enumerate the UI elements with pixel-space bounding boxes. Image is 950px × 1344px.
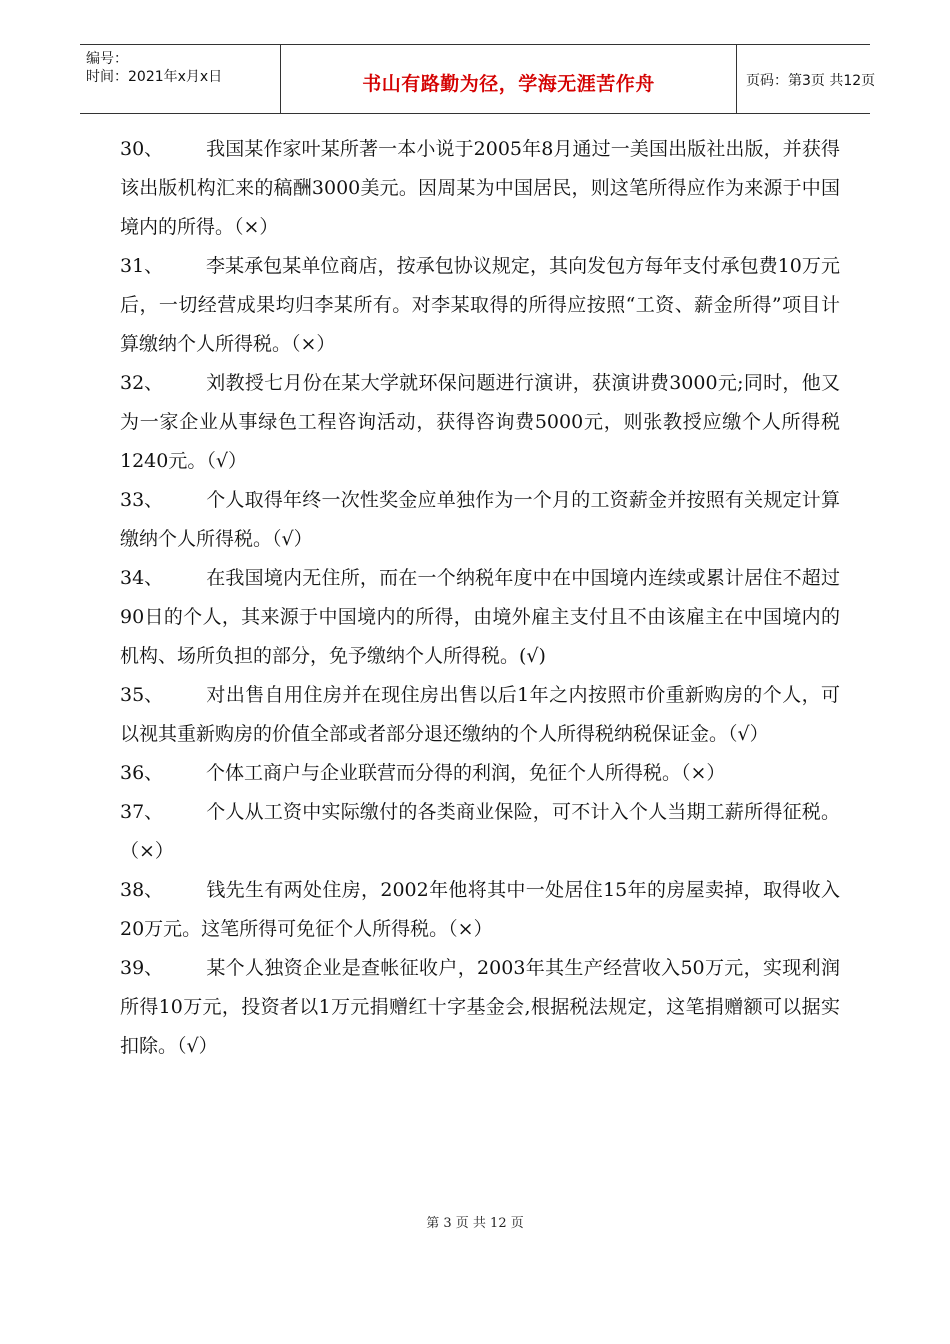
page-footer: 第 3 页 共 12 页 — [426, 1216, 524, 1231]
question-text: 个人从工资中实际缴付的各类商业保险，可不计入个人当期工薪所得征税。（×） — [120, 801, 840, 862]
question-number: 35、 — [120, 684, 164, 706]
question-number: 30、 — [120, 138, 164, 160]
header-page-info: 页码：第3页 共12页 — [746, 73, 876, 89]
header-page-cell — [736, 45, 876, 113]
question-item — [120, 949, 840, 1066]
question-item — [120, 871, 840, 949]
question-text: 对出售自用住房并在现住房出售以后1年之内按照市价重新购房的个人，可以视其重新购房的价值全部或者部分退还缴纳的个人所得税纳税保证金。（√） — [120, 684, 840, 745]
document-time-label: 时间：2021年x月x日 — [86, 69, 223, 85]
question-number: 32、 — [120, 372, 164, 394]
document-number-label: 编号： — [86, 51, 128, 67]
header-motto: 书山有路勤为径，学海无涯苦作舟 — [362, 73, 655, 95]
question-number: 36、 — [120, 762, 164, 784]
question-item — [120, 247, 840, 364]
question-item — [120, 364, 840, 481]
question-text: 个体工商户与企业联营而分得的利润，免征个人所得税。（×） — [206, 762, 726, 784]
question-list — [120, 130, 840, 1066]
question-number: 33、 — [120, 489, 164, 511]
question-number: 38、 — [120, 879, 164, 901]
question-text: 钱先生有两处住房，2002年他将其中一处居住15年的房屋卖掉，取得收入20万元。这笔所得可免征个人所得税。（×） — [120, 879, 840, 940]
question-number: 37、 — [120, 801, 164, 823]
question-number: 31、 — [120, 255, 164, 277]
question-number: 39、 — [120, 957, 164, 979]
page-header — [80, 44, 876, 114]
question-item — [120, 676, 840, 754]
question-text: 我国某作家叶某所著一本小说于2005年8月通过一美国出版社出版，并获得该出版机构汇来的稿酬3000美元。因周某为中国居民，则这笔所得应作为来源于中国境内的所得。（×） — [120, 138, 840, 238]
question-item — [120, 754, 840, 793]
question-text: 李某承包某单位商店，按承包协议规定，其向发包方每年支付承包费10万元后，一切经营成果均归李某所有。对李某取得的所得应按照“工资、薪金所得”项目计算缴纳个人所得税。（×） — [120, 255, 840, 355]
question-item — [120, 559, 840, 676]
question-item — [120, 481, 840, 559]
question-text: 个人取得年终一次性奖金应单独作为一个月的工资薪金并按照有关规定计算缴纳个人所得税。（√） — [120, 489, 840, 550]
question-text: 某个人独资企业是查帐征收户，2003年其生产经营收入50万元，实现利润所得10万元，投资者以1万元捐赠红十字基金会,根据税法规定，这笔捐赠额可以据实扣除。（√） — [120, 957, 840, 1057]
question-item — [120, 793, 840, 871]
question-text: 刘教授七月份在某大学就环保问题进行演讲，获演讲费3000元;同时，他又为一家企业从事绿色工程咨询活动，获得咨询费5000元，则张教授应缴个人所得税1240元。（√） — [120, 372, 840, 472]
header-meta — [80, 45, 280, 113]
question-item — [120, 130, 840, 247]
question-text: 在我国境内无住所，而在一个纳税年度中在中国境内连续或累计居住不超过90日的个人，其来源于中国境内的所得，由境外雇主支付且不由该雇主在中国境内的机构、场所负担的部分，免予缴纳个人所得税。(√) — [120, 567, 840, 667]
question-number: 34、 — [120, 567, 164, 589]
header-motto-cell — [280, 45, 737, 113]
